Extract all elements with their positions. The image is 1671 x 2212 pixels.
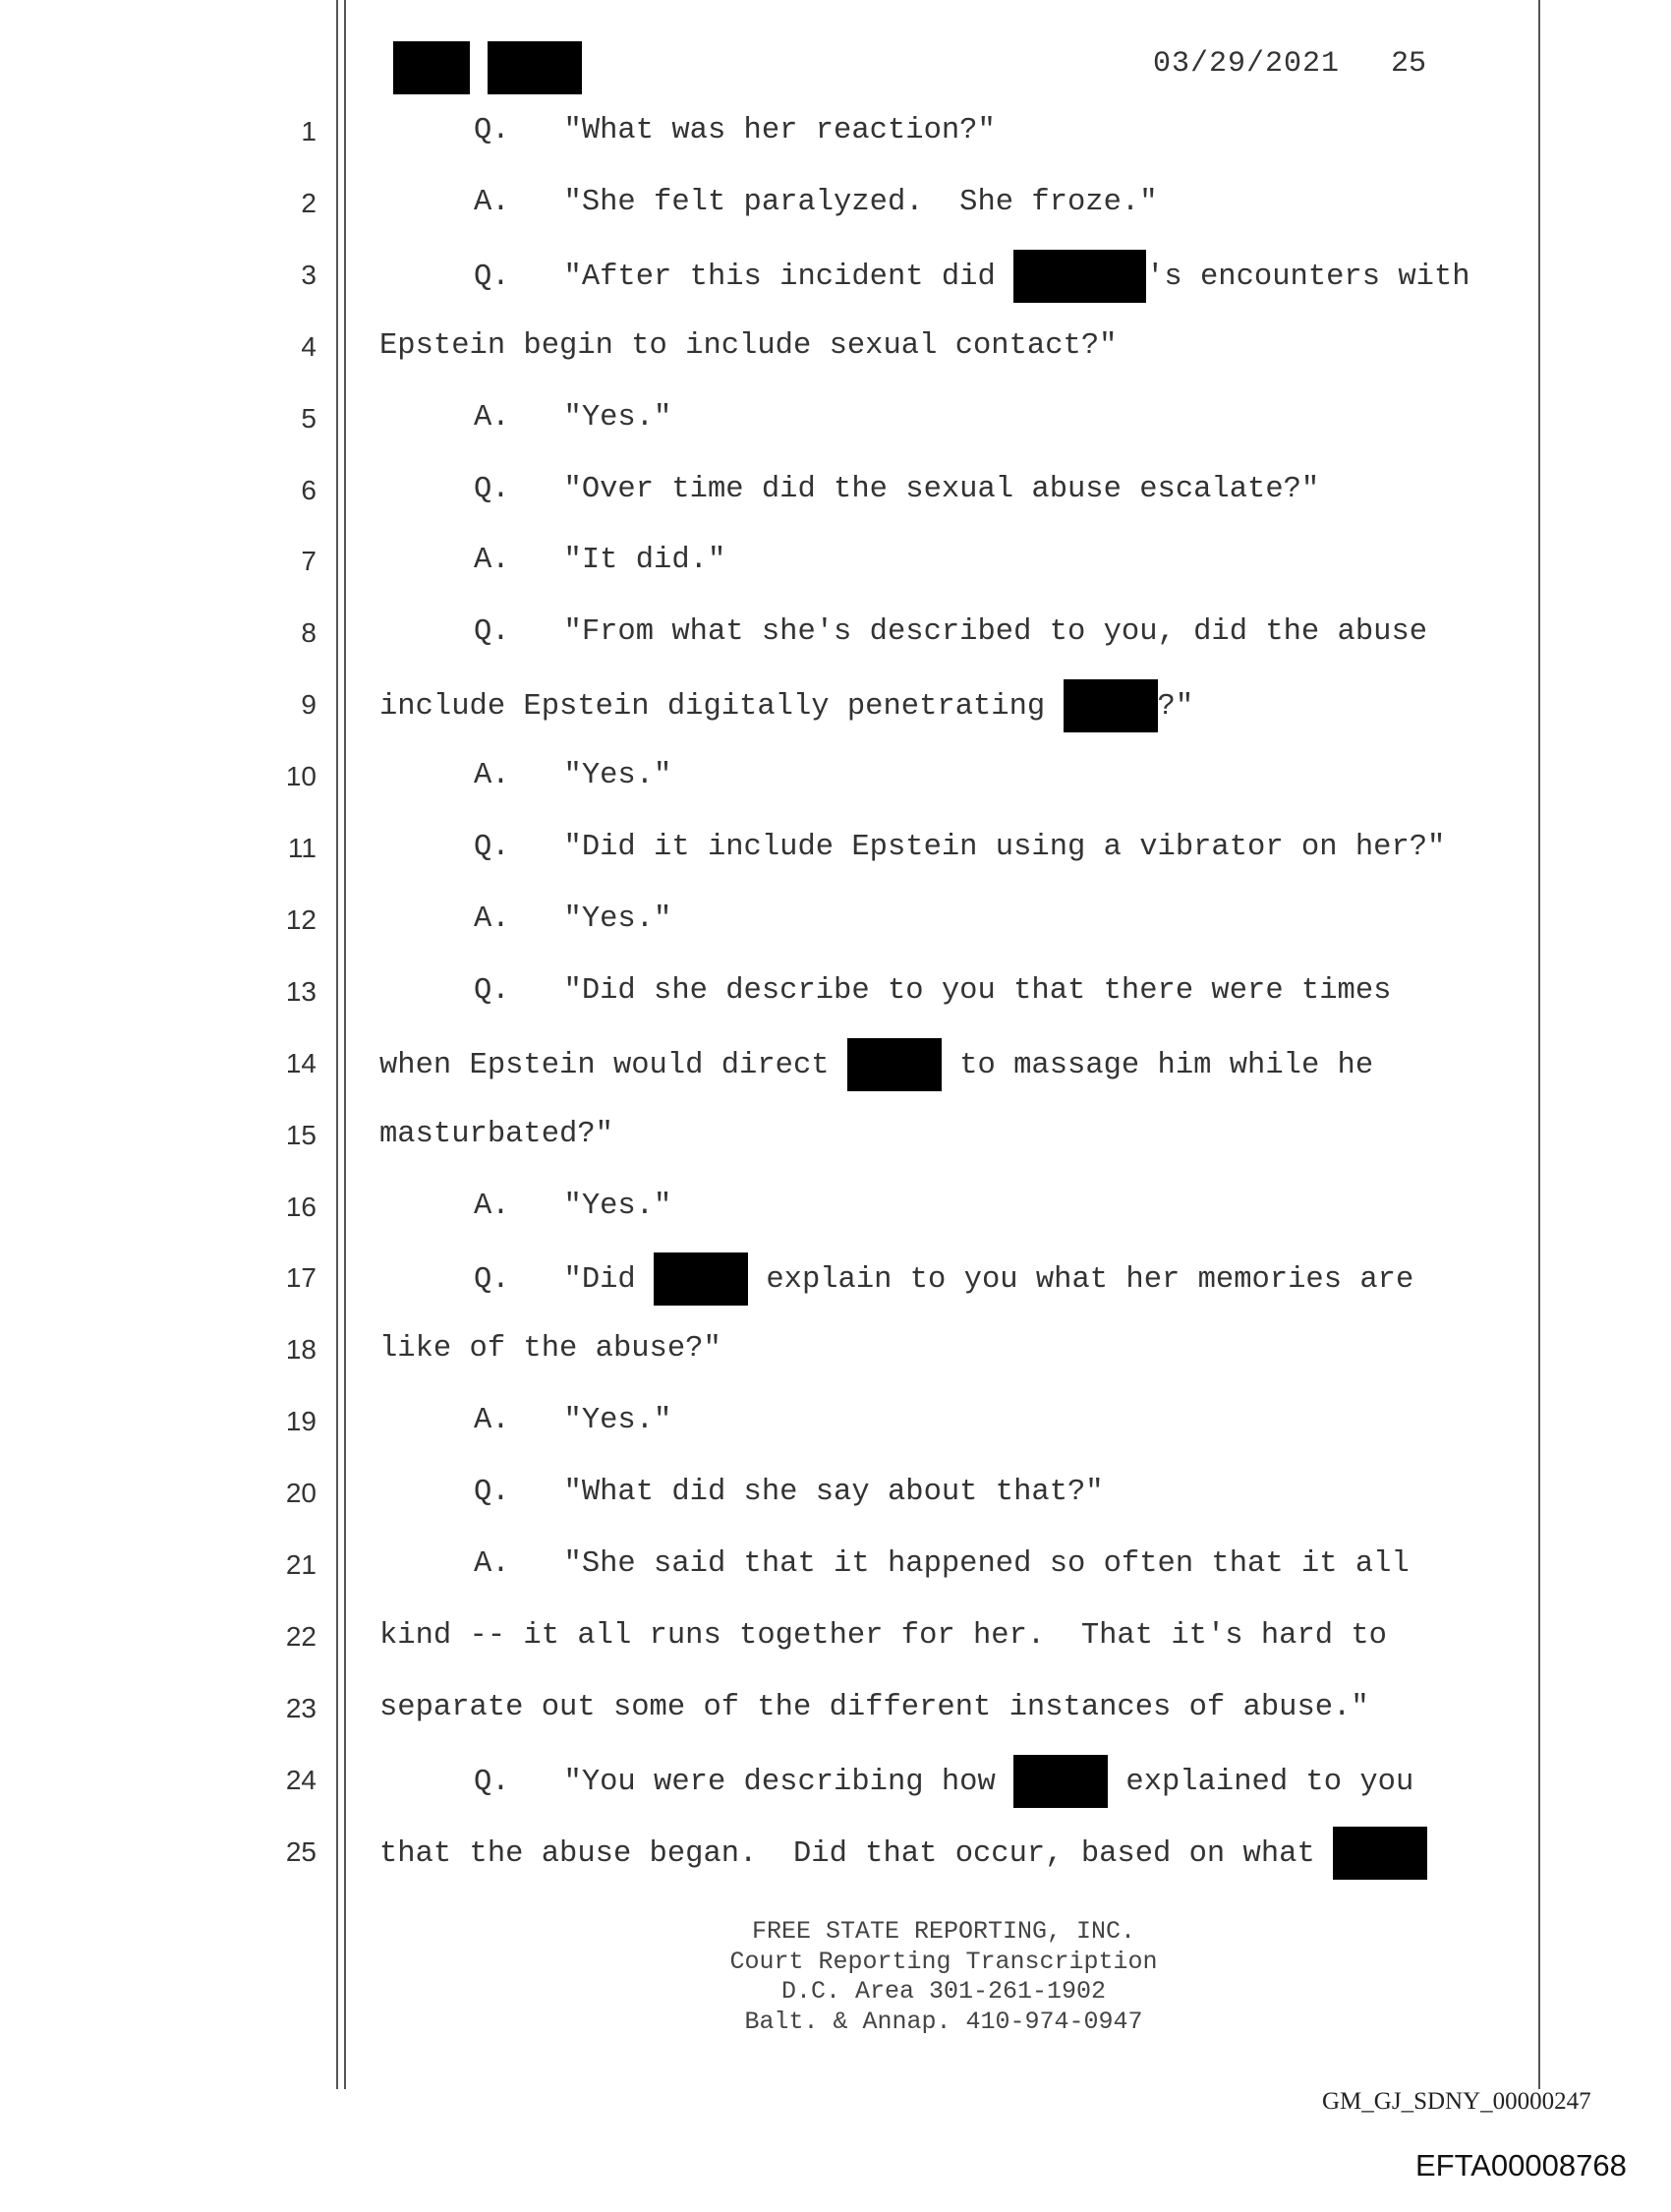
transcript-line: [379, 1619, 1387, 1653]
line-text-segment: Q. "From what she's described to you, did the abuse: [474, 615, 1428, 649]
redaction-box: [1013, 250, 1146, 303]
line-number: 25: [285, 1836, 317, 1867]
line-number: 24: [285, 1765, 317, 1795]
transcript-line: [474, 759, 671, 792]
line-text-segment: A. "She felt paralyzed. She froze.": [474, 186, 1158, 219]
line-number: 23: [285, 1693, 317, 1723]
reporter-services: Court Reporting Transcription: [729, 1947, 1158, 1976]
line-number: 1: [301, 116, 317, 146]
line-number: 12: [285, 904, 317, 935]
page-header: [393, 41, 1553, 96]
line-text-segment: kind -- it all runs together for her. That it's hard to: [379, 1619, 1387, 1653]
line-text-segment: separate out some of the different instances of abuse.": [379, 1691, 1369, 1724]
redaction-box: [847, 1038, 942, 1091]
transcript-date: 03/29/2021: [1153, 47, 1341, 81]
transcript-line: [474, 1547, 1410, 1581]
line-text-segment: like of the abuse?": [379, 1332, 721, 1366]
transcript-line: [474, 974, 1391, 1008]
transcript-line: [379, 1691, 1369, 1724]
line-text-segment: A. "Yes.": [474, 1404, 672, 1437]
line-number: 18: [285, 1334, 317, 1365]
reporter-phone-dc: D.C. Area 301-261-1902: [780, 1977, 1107, 2006]
line-number: 3: [301, 260, 317, 290]
line-number: 9: [301, 689, 317, 720]
transcript-line: [474, 258, 1470, 295]
reporter-footer: [629, 1917, 1258, 2037]
transcript-line: [474, 1260, 1413, 1298]
redaction-box: [1064, 679, 1158, 732]
line-text-segment: A. "Yes.": [474, 902, 672, 936]
redaction-box: [393, 41, 470, 94]
transcript-line: [379, 687, 1193, 725]
transcript-line: [379, 1834, 1427, 1872]
transcript-line: [474, 831, 1445, 864]
line-number: 7: [301, 546, 317, 576]
line-text-segment: A. "She said that it happened so often that it all: [474, 1547, 1410, 1581]
line-text-segment: Epstein begin to include sexual contact?": [379, 329, 1118, 363]
line-number: 20: [285, 1478, 317, 1508]
transcript-line: [474, 615, 1427, 649]
line-number: 13: [285, 976, 317, 1007]
line-text-segment: Q. "You were describing how: [474, 1766, 1014, 1800]
line-number: 21: [285, 1549, 317, 1580]
reporter-phone-balt: Balt. & Annap. 410-974-0947: [744, 2007, 1143, 2036]
transcript-line: [379, 1118, 613, 1151]
efta-number: EFTA00008768: [1415, 2148, 1627, 2183]
line-text-segment: A. "Yes.": [474, 759, 672, 792]
page-number: 25: [1391, 47, 1427, 81]
line-text-segment: Q. "After this incident did: [474, 261, 1014, 295]
line-text-segment: Q. "Did she describe to you that there were times: [474, 974, 1392, 1008]
line-text-segment: explain to you what her memories are: [748, 1263, 1414, 1298]
line-text-segment: Q. "What was her reaction?": [474, 114, 996, 147]
redaction-box: [654, 1252, 748, 1306]
line-number: 16: [285, 1192, 317, 1222]
line-number: 14: [285, 1048, 317, 1078]
transcript-line: [474, 544, 725, 577]
line-text-segment: A. "Yes.": [474, 1190, 672, 1223]
transcript-line: [379, 329, 1117, 363]
left-margin-rule-outer: [336, 0, 338, 2089]
line-text-segment: masturbated?": [379, 1118, 613, 1151]
line-number: 15: [285, 1120, 317, 1150]
line-text-segment: Q. "Did it include Epstein using a vibrator on her?": [474, 831, 1446, 864]
line-text-segment: to massage him while he: [941, 1049, 1374, 1083]
transcript-line: [474, 1404, 671, 1437]
line-number: 22: [285, 1621, 317, 1652]
left-margin-rule-inner: [344, 0, 346, 2089]
transcript-line: [474, 114, 996, 147]
redaction-box: [488, 41, 582, 94]
transcript-line: [474, 401, 671, 435]
transcript-line: [474, 1476, 1104, 1509]
transcript-line: [474, 473, 1319, 506]
line-number: 10: [285, 761, 317, 791]
line-text-segment: that the abuse began. Did that occur, based on what: [379, 1837, 1334, 1872]
line-text-segment: Q. "Did: [474, 1263, 655, 1298]
line-number: 4: [301, 331, 317, 362]
line-text-segment: explained to you: [1108, 1766, 1414, 1800]
bates-number: GM_GJ_SDNY_00000247: [1322, 2088, 1591, 2115]
transcript-line: [474, 186, 1158, 219]
line-text-segment: Q. "What did she say about that?": [474, 1476, 1104, 1509]
line-text-segment: include Epstein digitally penetrating: [379, 690, 1064, 725]
transcript-line: [379, 1046, 1373, 1083]
line-text-segment: when Epstein would direct: [379, 1049, 847, 1083]
right-margin-rule: [1538, 0, 1540, 2089]
line-number: 6: [301, 475, 317, 505]
line-number: 8: [301, 617, 317, 648]
transcript-line: [474, 1190, 671, 1223]
line-number: 19: [285, 1406, 317, 1436]
line-text-segment: ?": [1157, 690, 1194, 725]
transcript-line: [379, 1332, 721, 1366]
line-number: 17: [285, 1262, 317, 1293]
line-text-segment: Q. "Over time did the sexual abuse escalate?": [474, 473, 1320, 506]
line-number: 2: [301, 188, 317, 218]
line-text-segment: 's encounters with: [1146, 261, 1470, 295]
redaction-box: [1013, 1755, 1108, 1808]
line-number: 11: [287, 833, 317, 863]
transcript-line: [474, 1763, 1413, 1800]
redaction-box: [1333, 1827, 1427, 1880]
line-text-segment: A. "Yes.": [474, 401, 672, 435]
line-text-segment: A. "It did.": [474, 544, 726, 577]
line-number: 5: [301, 403, 317, 434]
reporter-company: FREE STATE REPORTING, INC.: [751, 1917, 1136, 1946]
transcript-line: [474, 902, 671, 936]
